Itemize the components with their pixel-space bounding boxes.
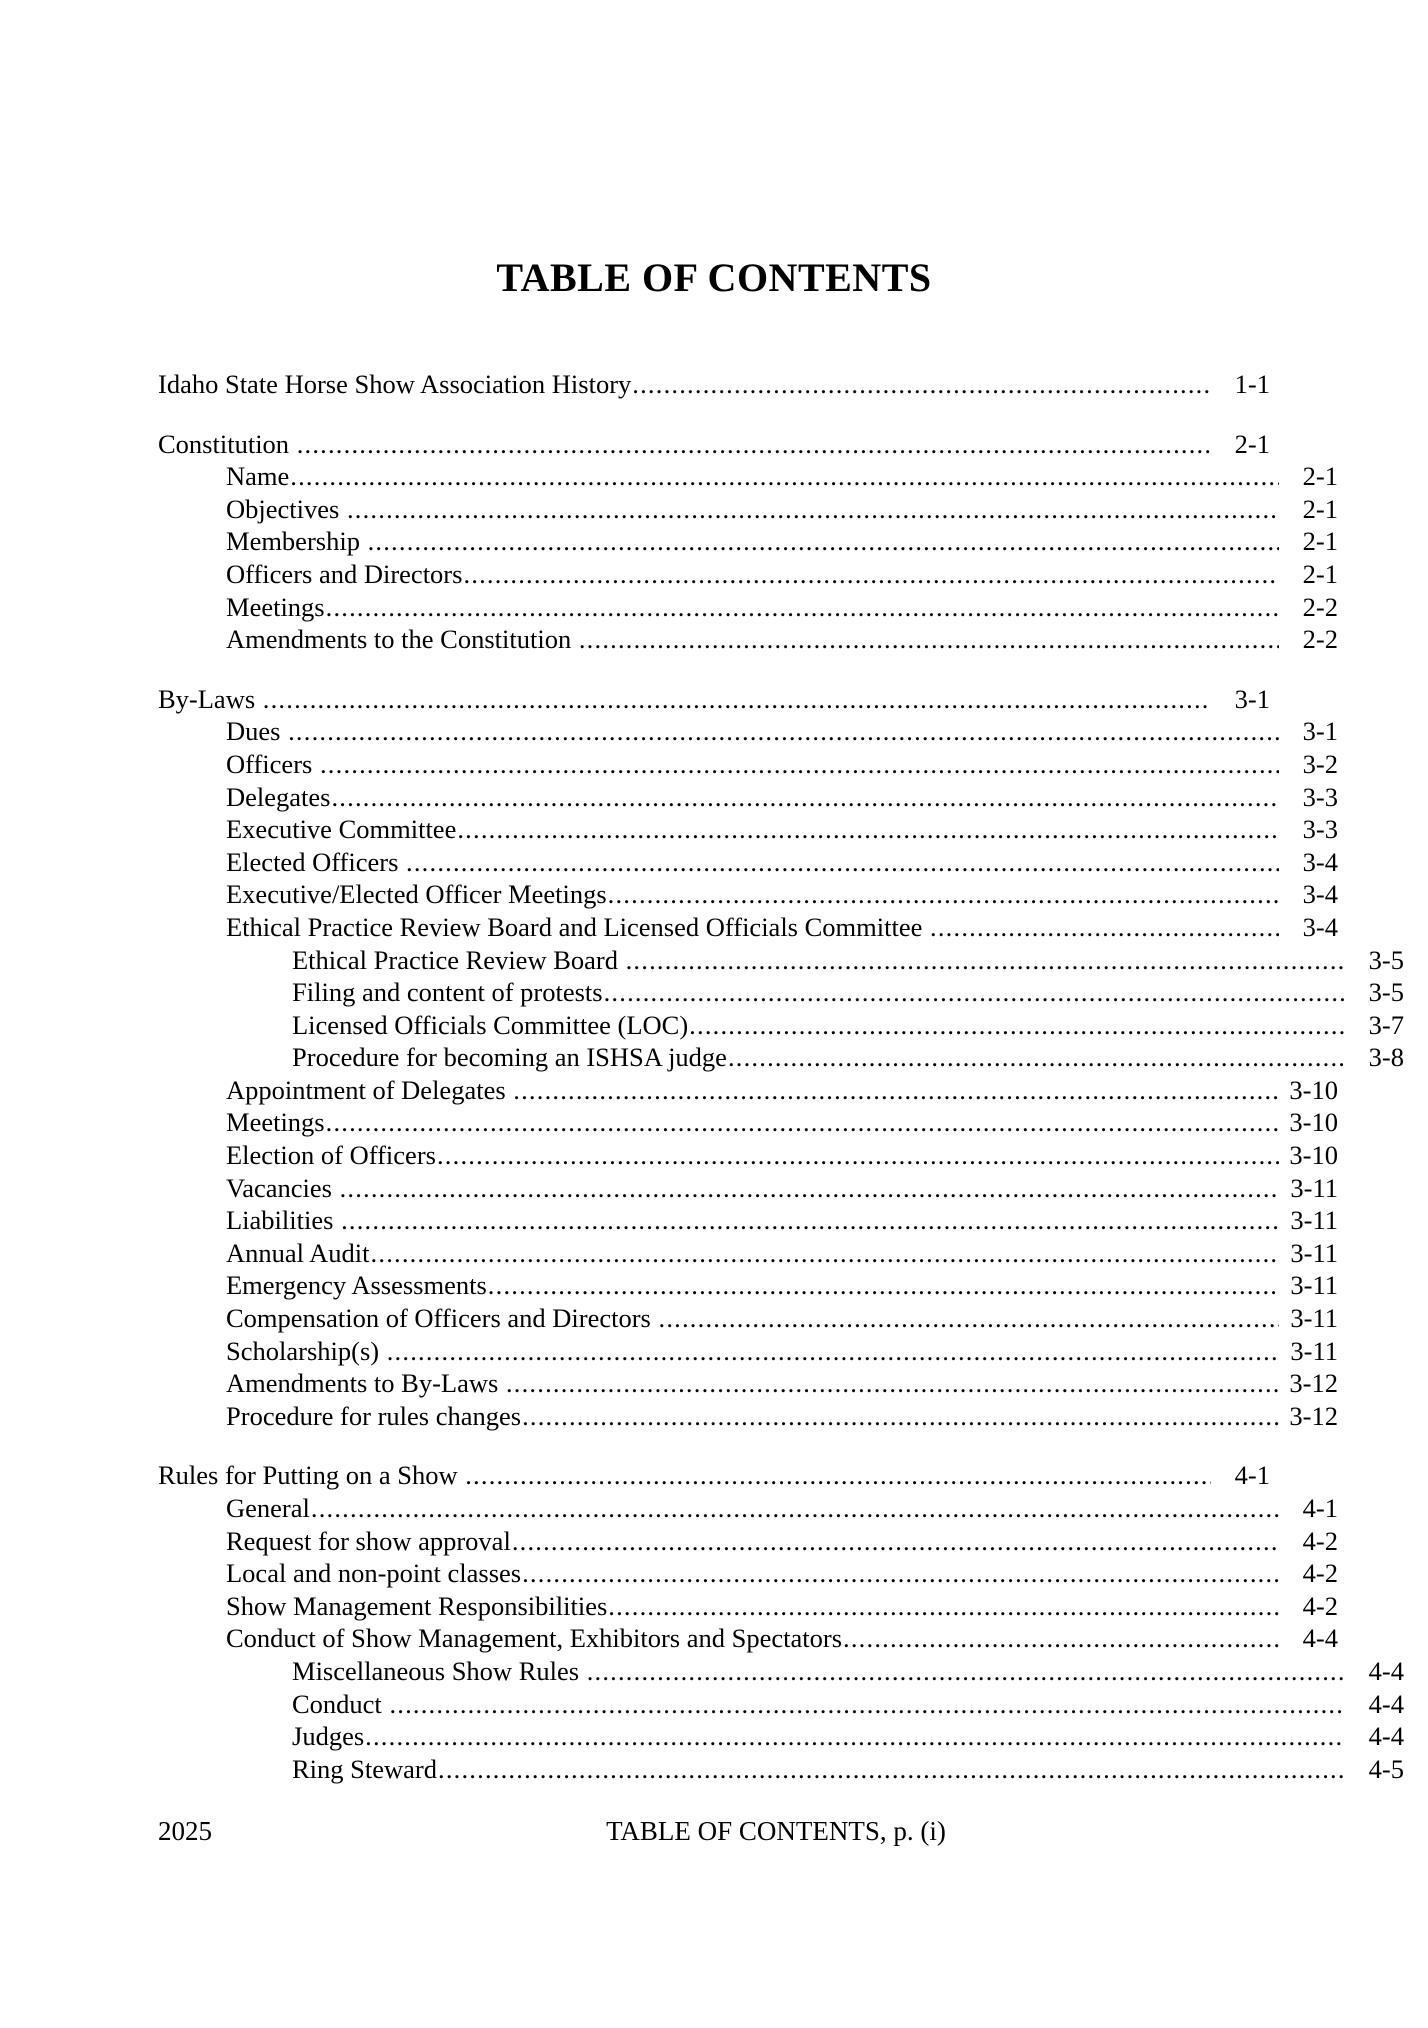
toc-entry[interactable] bbox=[158, 1492, 1338, 1525]
toc-entry-page-number: 3-4 bbox=[1302, 911, 1338, 942]
toc-dot-leader bbox=[347, 496, 1279, 523]
toc-entry-label: Meetings bbox=[226, 1107, 325, 1138]
toc-dot-leader bbox=[689, 1012, 1345, 1039]
toc-entry-label: Miscellaneous Show Rules bbox=[292, 1655, 580, 1686]
toc-entry[interactable] bbox=[158, 1720, 1404, 1753]
toc-entry-page-number: 4-4 bbox=[1302, 1623, 1338, 1654]
toc-entry[interactable] bbox=[158, 1302, 1338, 1335]
toc-entry[interactable] bbox=[158, 1041, 1404, 1074]
toc-entry-label: Delegates bbox=[226, 781, 331, 812]
toc-dot-leader bbox=[331, 784, 1279, 811]
toc-entry-label: Executive Committee bbox=[226, 814, 457, 845]
toc-entry-page-number: 3-7 bbox=[1368, 1009, 1404, 1040]
toc-entry-page-number: 3-12 bbox=[1289, 1368, 1338, 1399]
toc-entry[interactable] bbox=[158, 428, 1270, 461]
toc-entry-page-number: 4-1 bbox=[1234, 1460, 1270, 1491]
toc-entry[interactable] bbox=[158, 1204, 1338, 1237]
toc-entry-page-number: 4-4 bbox=[1368, 1688, 1404, 1719]
toc-dot-leader bbox=[297, 431, 1211, 458]
toc-entry[interactable] bbox=[158, 813, 1338, 846]
toc-entry[interactable] bbox=[158, 683, 1270, 716]
toc-entry-label: Annual Audit bbox=[226, 1237, 370, 1268]
toc-entry-page-number: 3-12 bbox=[1289, 1400, 1338, 1431]
toc-entry-label: Officers bbox=[226, 748, 313, 779]
toc-entry[interactable] bbox=[158, 493, 1338, 526]
toc-dot-leader bbox=[626, 947, 1345, 974]
toc-entry-label: Executive/Elected Officer Meetings bbox=[226, 879, 607, 910]
toc-entry[interactable] bbox=[158, 1367, 1338, 1400]
toc-entry[interactable] bbox=[158, 525, 1338, 558]
toc-entry-page-number: 3-4 bbox=[1302, 879, 1338, 910]
toc-dot-leader bbox=[728, 1044, 1345, 1071]
toc-dot-leader bbox=[311, 1495, 1279, 1522]
toc-dot-leader bbox=[608, 1593, 1279, 1620]
toc-entry[interactable] bbox=[158, 1172, 1338, 1205]
toc-entry-label: Ring Steward bbox=[292, 1753, 437, 1784]
toc-dot-leader bbox=[387, 1338, 1279, 1365]
toc-entry-label: Procedure for becoming an ISHSA judge bbox=[292, 1042, 727, 1073]
toc-entry-label: Emergency Assessments bbox=[226, 1270, 487, 1301]
toc-dot-leader bbox=[406, 849, 1279, 876]
toc-entry-label: Request for show approval bbox=[226, 1525, 511, 1556]
toc-entry[interactable] bbox=[158, 623, 1338, 656]
toc-dot-leader bbox=[604, 979, 1345, 1006]
toc-entry-page-number: 3-11 bbox=[1290, 1270, 1338, 1301]
toc-entry[interactable] bbox=[158, 1688, 1404, 1721]
toc-entry-page-number: 3-3 bbox=[1302, 814, 1338, 845]
toc-entry-page-number: 4-2 bbox=[1302, 1525, 1338, 1556]
toc-entry[interactable] bbox=[158, 1459, 1270, 1492]
toc-entry-page-number: 2-2 bbox=[1302, 591, 1338, 622]
toc-entry[interactable] bbox=[158, 591, 1338, 624]
toc-entry-page-number: 4-4 bbox=[1368, 1655, 1404, 1686]
toc-dot-leader bbox=[608, 881, 1279, 908]
toc-entry-page-number: 3-5 bbox=[1368, 944, 1404, 975]
toc-entry[interactable] bbox=[158, 911, 1338, 944]
toc-entry-label: Show Management Responsibilities bbox=[226, 1590, 608, 1621]
toc-entry-page-number: 3-5 bbox=[1368, 977, 1404, 1008]
page-title: TABLE OF CONTENTS bbox=[496, 255, 932, 300]
toc-entry-label: By-Laws bbox=[158, 683, 256, 714]
toc-entry[interactable] bbox=[158, 1655, 1404, 1688]
toc-dot-leader bbox=[437, 1142, 1279, 1169]
toc-entry[interactable] bbox=[158, 846, 1338, 879]
toc-dot-leader bbox=[930, 914, 1279, 941]
toc-entry-label: Membership bbox=[226, 526, 360, 557]
toc-entry-label: Elected Officers bbox=[226, 846, 399, 877]
toc-dot-leader bbox=[290, 463, 1279, 490]
toc-entry[interactable] bbox=[158, 944, 1404, 977]
toc-entry-label: Rules for Putting on a Show bbox=[158, 1460, 458, 1491]
toc-entry-page-number: 3-4 bbox=[1302, 846, 1338, 877]
toc-entry[interactable] bbox=[158, 781, 1338, 814]
toc-entry-label: Name bbox=[226, 461, 290, 492]
toc-dot-leader bbox=[326, 594, 1279, 621]
toc-entry[interactable] bbox=[158, 976, 1404, 1009]
toc-entry-page-number: 2-1 bbox=[1302, 461, 1338, 492]
toc-entry[interactable] bbox=[158, 1400, 1338, 1433]
toc-dot-leader bbox=[579, 626, 1279, 653]
toc-entry[interactable] bbox=[158, 1557, 1338, 1590]
toc-entry-page-number: 3-1 bbox=[1302, 716, 1338, 747]
toc-entry[interactable] bbox=[158, 368, 1270, 401]
toc-dot-leader bbox=[506, 1370, 1279, 1397]
toc-entry-label: Objectives bbox=[226, 493, 340, 524]
toc-entry-label: Meetings bbox=[226, 591, 325, 622]
toc-entry[interactable] bbox=[158, 1106, 1338, 1139]
toc-entry[interactable] bbox=[158, 460, 1338, 493]
toc-entry-page-number: 4-1 bbox=[1302, 1493, 1338, 1523]
toc-dot-leader bbox=[438, 1756, 1345, 1783]
toc-entry-page-number: 3-11 bbox=[1290, 1172, 1338, 1203]
toc-entry[interactable] bbox=[158, 1335, 1338, 1368]
toc-entry-label: Amendments to By-Laws bbox=[226, 1368, 499, 1399]
toc-entry-label: Appointment of Delegates bbox=[226, 1074, 506, 1105]
toc-entry[interactable] bbox=[158, 715, 1338, 748]
toc-dot-leader bbox=[512, 1528, 1279, 1555]
toc-entry[interactable] bbox=[158, 1590, 1338, 1623]
footer-year: 2025 bbox=[158, 1816, 212, 1846]
toc-entry-label: Judges bbox=[292, 1721, 365, 1752]
toc-dot-leader bbox=[463, 561, 1279, 588]
toc-entry-label: Liabilities bbox=[226, 1205, 334, 1236]
toc-dot-leader bbox=[368, 528, 1279, 555]
toc-dot-leader bbox=[341, 1207, 1279, 1234]
toc-entry[interactable] bbox=[158, 748, 1338, 781]
toc-entry-label: Scholarship(s) bbox=[226, 1335, 380, 1366]
toc-dot-leader bbox=[457, 816, 1279, 843]
toc-entry-label: Conduct bbox=[292, 1688, 382, 1719]
toc-entry-page-number: 4-2 bbox=[1302, 1558, 1338, 1589]
toc-dot-leader bbox=[522, 1560, 1279, 1587]
toc-entry[interactable] bbox=[158, 1525, 1338, 1558]
toc-dot-leader bbox=[513, 1077, 1279, 1104]
toc-dot-leader bbox=[632, 371, 1211, 398]
toc-entry-page-number: 3-10 bbox=[1289, 1074, 1338, 1105]
toc-entry[interactable] bbox=[158, 1269, 1338, 1302]
footer-page-label: TABLE OF CONTENTS, p. (i) bbox=[606, 1816, 946, 1846]
toc-entry-page-number: 3-11 bbox=[1290, 1237, 1338, 1268]
toc-entry-page-number: 4-5 bbox=[1368, 1753, 1404, 1784]
toc-dot-leader bbox=[389, 1691, 1345, 1718]
toc-dot-leader bbox=[488, 1272, 1279, 1299]
toc-entry-page-number: 3-11 bbox=[1290, 1205, 1338, 1236]
toc-entry-label: Constitution bbox=[158, 428, 290, 459]
toc-entry[interactable] bbox=[158, 558, 1338, 591]
toc-entry-label: Licensed Officials Committee (LOC) bbox=[292, 1009, 689, 1040]
toc-entry-page-number: 2-2 bbox=[1302, 624, 1338, 655]
toc-entry[interactable] bbox=[158, 1074, 1338, 1107]
toc-entry-label: Officers and Directors bbox=[226, 558, 463, 589]
toc-dot-leader bbox=[288, 718, 1279, 745]
table-of-contents-list bbox=[158, 368, 1404, 1785]
toc-dot-leader bbox=[365, 1723, 1345, 1750]
toc-entry-label: Filing and content of protests bbox=[292, 977, 603, 1008]
toc-dot-leader bbox=[320, 751, 1279, 778]
toc-dot-leader bbox=[522, 1403, 1279, 1430]
toc-entry-label: Idaho State Horse Show Association History bbox=[158, 369, 632, 399]
toc-entry-label: Local and non-point classes bbox=[226, 1558, 522, 1589]
toc-entry-page-number: 3-1 bbox=[1234, 683, 1270, 714]
toc-entry[interactable] bbox=[158, 1139, 1338, 1172]
toc-dot-leader bbox=[263, 686, 1211, 713]
toc-entry-label: Election of Officers bbox=[226, 1140, 436, 1171]
toc-entry-label: Vacancies bbox=[226, 1172, 332, 1203]
toc-entry[interactable] bbox=[158, 1753, 1404, 1786]
toc-dot-leader bbox=[465, 1462, 1211, 1489]
toc-dot-leader bbox=[371, 1240, 1279, 1267]
toc-entry-label: Procedure for rules changes bbox=[226, 1400, 522, 1431]
toc-entry-label: General bbox=[226, 1493, 310, 1523]
toc-entry[interactable] bbox=[158, 878, 1338, 911]
toc-entry[interactable] bbox=[158, 1237, 1338, 1270]
toc-entry-page-number: 4-4 bbox=[1368, 1721, 1404, 1752]
toc-entry-label: Ethical Practice Review Board and Licensed Officials Committee bbox=[226, 911, 923, 942]
toc-entry-page-number: 3-11 bbox=[1290, 1303, 1338, 1334]
toc-entry-page-number: 1-1 bbox=[1234, 369, 1270, 399]
toc-entry-label: Compensation of Officers and Directors bbox=[226, 1303, 651, 1334]
toc-entry-label: Dues bbox=[226, 716, 281, 747]
toc-entry[interactable] bbox=[158, 1009, 1404, 1042]
toc-entry-page-number: 2-1 bbox=[1234, 428, 1270, 459]
toc-entry-page-number: 3-3 bbox=[1302, 781, 1338, 812]
toc-dot-leader bbox=[340, 1175, 1279, 1202]
toc-dot-leader bbox=[326, 1109, 1279, 1136]
toc-entry-page-number: 3-8 bbox=[1368, 1042, 1404, 1073]
page-footer bbox=[158, 1818, 1270, 1845]
toc-dot-leader bbox=[587, 1658, 1345, 1685]
toc-dot-leader bbox=[843, 1625, 1279, 1652]
toc-entry[interactable] bbox=[158, 1622, 1338, 1655]
toc-entry-page-number: 3-10 bbox=[1289, 1140, 1338, 1171]
toc-entry-page-number: 3-11 bbox=[1290, 1335, 1338, 1366]
toc-entry-label: Conduct of Show Management, Exhibitors and Spectators bbox=[226, 1623, 843, 1654]
toc-entry-page-number: 2-1 bbox=[1302, 493, 1338, 524]
toc-entry-page-number: 2-1 bbox=[1302, 526, 1338, 557]
toc-dot-leader bbox=[659, 1305, 1280, 1332]
toc-entry-page-number: 2-1 bbox=[1302, 558, 1338, 589]
toc-entry-label: Ethical Practice Review Board bbox=[292, 944, 618, 975]
toc-entry-page-number: 3-2 bbox=[1302, 748, 1338, 779]
toc-entry-page-number: 3-10 bbox=[1289, 1107, 1338, 1138]
toc-entry-page-number: 4-2 bbox=[1302, 1590, 1338, 1621]
toc-entry-label: Amendments to the Constitution bbox=[226, 624, 572, 655]
